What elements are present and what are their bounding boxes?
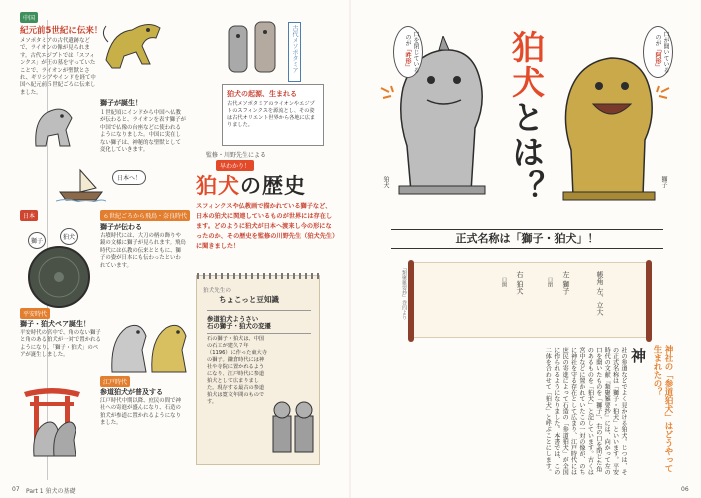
period3-tag: 江戸時代	[100, 376, 130, 387]
origin-heading: 狛犬の起源、生まれる	[227, 90, 297, 98]
mirror-label-komainu: 狛犬	[60, 228, 78, 245]
scroll-rod-left	[408, 260, 414, 342]
spark-left-icon	[379, 84, 403, 104]
left-footer: Part 1 狛犬の基礎	[26, 488, 76, 495]
history-title-red: 狛犬	[196, 174, 240, 198]
japan-body2: 平安時代の宮中で、角のない獅子と角のある狛犬が一対で置かれるようになり、「獅子・狛犬」のペアが誕生しました。	[20, 330, 101, 359]
mesopotamia-label: 古代メソポタミア	[288, 22, 301, 82]
scroll-col1: 帳角 左、立大	[596, 271, 604, 316]
trivia-q2: 石の獅子・狛犬の変遷	[207, 321, 311, 334]
bubble-ungyo	[393, 26, 423, 78]
document-scroll	[411, 262, 649, 338]
scroll-col2: 左 獅子	[562, 271, 570, 295]
title-char-2: 犬	[507, 65, 546, 100]
body-text: 社の参道などでよく見かける狛犬。じつは、その正式名称は「獅子・狛犬」といいます。平安時代の文献『類聚雑要抄』には、向かって左の口を開いたものを「獅子」、右の口を閉じた角のあるものを「狛犬」と記しています。古くは宮中などに置かれていたこの一対の像が、のちに神社を守る存在として広まり、江戸時代には庶民の寄進によって石造の「参道狛犬」が全国に作られるようになりました。本書では、この二体を合わせて「狛犬」と呼ぶことにします。	[544, 347, 627, 476]
bronze-mirror-illustration	[26, 244, 92, 310]
mirror-label-shishi: 獅子	[28, 232, 46, 249]
shishi-body: １世紀頃にインドから中国へ仏教が伝わると、ライオンを表す獅子が中国で仏像の台座などに使われるようになりました。中国に実在しない獅子は、神秘的な聖獣として変化していきます。	[100, 110, 186, 154]
right-page-number: 06	[681, 486, 689, 493]
bubble-ungyo-key: 「吽形」	[404, 46, 411, 70]
china-body: メソポタミアの古代遺跡などで、ライオンの像が見られます。古代エジプトでは「スフィンクス」が王の墓を守っていたことで、ライオンが聖獣とされ、ギリシアやインドを経て中国へ紀元前５世紀ごろに伝来しました。	[20, 38, 96, 96]
japan-body1: 古墳時代には、大刀の柄の飾りや鏡の文様に獅子が見られます。飛鳥時代には仏教の伝来とともに、獅子の姿が日本にも伝わったといわれています。	[100, 233, 186, 269]
history-title-black: の歴史	[240, 174, 306, 198]
period2-tag: 平安時代	[20, 308, 50, 319]
trivia-statues-illustration	[271, 386, 315, 456]
origin-body: 古代メソポタミアのライオンやエジプトのスフィンクスを源流とし、その姿は古代オリエント世界から各地に広まりました。	[227, 101, 316, 128]
japan-body3: 江戸時代中期以降、庶民の間で神社への寄進が盛んになり、石造の狛犬が参道に置かれるようになりました。	[100, 398, 181, 427]
trivia-body: 石の獅子・狛犬は、中国の石工が建久７年（1196）に作った東大寺の獅子。鎌倉時代には神社や寺院に置かれるようになり、江戸時代に参道狛犬として広まりました。現存する最古の参道狛犬は寛文年間のものです。	[207, 336, 267, 405]
japan-heading1: 獅子が伝わる	[100, 223, 142, 231]
china-tag: 中国	[20, 12, 38, 23]
label-shishi: 獅子	[660, 176, 667, 188]
shishi-heading: 獅子が誕生！	[100, 99, 142, 107]
bubble-agyo-text: 口が開いているのが	[654, 31, 669, 73]
scroll-rod-right	[646, 260, 652, 342]
scroll-small2: 口開	[501, 277, 507, 287]
bubble-agyo-key: 「阿形」	[654, 46, 661, 70]
japan-heading3: 参道狛犬が普及する	[100, 388, 163, 396]
ancient-statues-illustration	[225, 18, 281, 76]
history-intro: スフィンクスや仏教画で描かれている獅子など、日本の狛犬に関連しているものが世界には存在します。どのように狛犬が日本へ渡来し今の形になったのか、その歴史を監修の川野先生（狛犬先生）に聞きました！	[196, 203, 336, 250]
right-page	[351, 0, 701, 498]
left-page	[0, 0, 349, 498]
section-subheading: 神社の「参道狛犬」はどうやって生まれたの？	[652, 345, 673, 473]
shishi-komainu-pair-illustration	[108, 310, 190, 376]
scroll-col4: 右 狛犬	[516, 271, 524, 295]
shishi-gold-illustration	[559, 46, 659, 202]
title-char-1: 狛	[507, 30, 546, 65]
dropcap: 神	[631, 347, 647, 365]
main-title	[506, 30, 546, 205]
supervisor-note: 監修・川野先生による	[206, 152, 267, 159]
boat-illustration	[56, 168, 106, 202]
trivia-note	[196, 275, 320, 465]
formal-name-banner: 正式名称は「獅子・狛犬」！	[391, 229, 663, 249]
origin-callout	[222, 84, 324, 146]
stone-komainu-illustration	[30, 412, 76, 458]
japan-tag: 日本	[20, 210, 38, 221]
scroll-source: 『類聚雑要抄』巻四より	[401, 265, 407, 320]
trivia-small: 狛犬先生の	[203, 288, 231, 294]
title-toha: とは？	[507, 100, 546, 205]
mesopotamian-lion-illustration	[98, 12, 168, 74]
trivia-title: ちょこっと豆知識	[219, 295, 279, 304]
bubble-agyo	[643, 26, 673, 78]
quick-badge: 早わかり！	[216, 160, 254, 171]
history-title	[196, 170, 306, 200]
left-page-number: 07	[12, 486, 20, 493]
japan-heading2: 獅子・狛犬ペア誕生！	[20, 320, 90, 328]
period1-tag: ６世紀ごろから飛鳥・奈良時代	[100, 210, 190, 221]
chinese-lion-illustration	[30, 100, 78, 152]
label-komainu: 狛犬	[382, 176, 389, 188]
china-heading: 紀元前5世紀に伝来！	[20, 26, 103, 36]
trivia-q1: 参道狛犬ようさい	[207, 310, 311, 323]
japan-speech-bubble: 日本へ！	[112, 170, 146, 185]
scroll-small1: 口閉	[547, 277, 553, 287]
bubble-ungyo-text: 口を閉じているのが	[404, 31, 419, 73]
spark-right-icon	[647, 84, 671, 104]
